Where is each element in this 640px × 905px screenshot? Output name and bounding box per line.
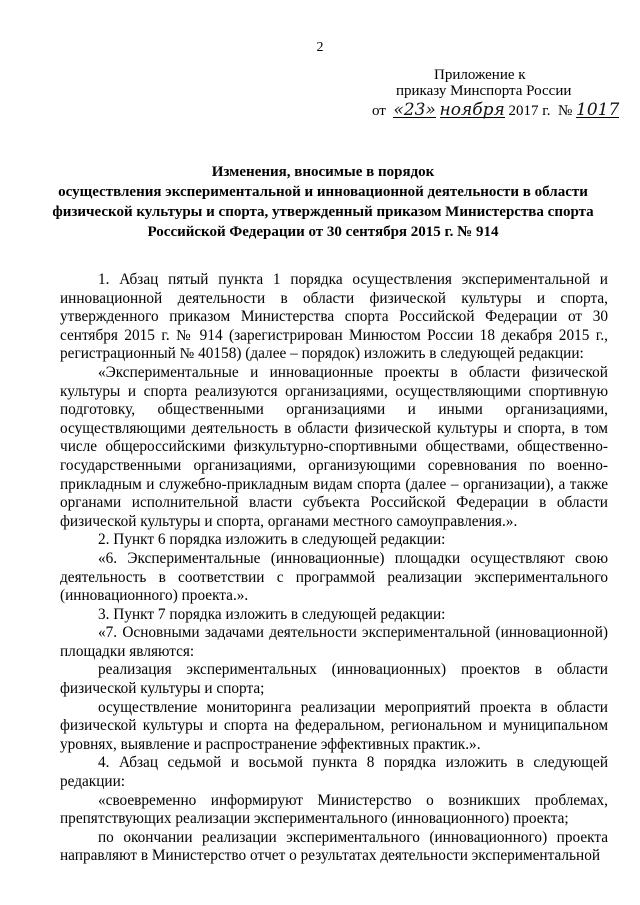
paragraph: 2. Пункт 6 порядка изложить в следующей редакции: xyxy=(98,531,446,549)
page-number: 2 xyxy=(316,40,324,55)
title-line: Российской Федерации от 30 сентября 2015 г. № 914 xyxy=(147,224,499,240)
document-title xyxy=(40,162,606,242)
paragraph: «7. Основными задачами деятельности экспериментальной (инновационной) площадки являются: xyxy=(60,624,608,660)
paragraph: «своевременно информируют Министерство о возникших проблемах, препятствующих реализации экспериментального (инновационного) проекта; xyxy=(60,791,608,828)
document-body xyxy=(60,271,608,866)
paragraph: 4. Абзац седьмой и восьмой пункта 8 порядка изложить в следующей редакции: xyxy=(60,754,608,791)
title-line: осуществления экспериментальной и инновационной деятельности в области xyxy=(58,184,588,200)
appendix-title: Приложение к xyxy=(434,67,526,83)
paragraph: 3. Пункт 7 порядка изложить в следующей редакции: xyxy=(98,605,446,623)
date-month: ноября xyxy=(439,100,505,120)
paragraph: по окончании реализации экспериментального (инновационного) проекта направляют в Министерство отчет о результатах деятельности экспериментальной xyxy=(60,828,608,865)
order-number: 1017 xyxy=(576,100,620,120)
appendix-date-line xyxy=(372,101,619,121)
paragraph: «Экспериментальные и инновационные проекты в области физической культуры и спорта реализуются организациями, осуществляющими спортивную подготовку, общественными организациями и иными организациями, осуществляющими деятельность в области физической культуры и спорта, в том числе общероссийскими физкультурно-спортивными обществами, общественно-государственными организациями, организующими соревнования по военно-прикладным и служебно-прикладным видам спорта (далее – организации), а также органами исполнительной власти субъекта Российской Федерации в области физической культуры и спорта, органами местного самоуправления.». xyxy=(60,363,608,530)
title-line: физической культуры и спорта, утвержденный приказом Министерства спорта xyxy=(52,204,594,220)
date-year: 2017 г. xyxy=(508,103,551,119)
paragraph: 1. Абзац пятый пункта 1 порядка осуществления экспериментальной и инновационной деятельности в области физической культуры и спорта, утвержденного приказом Министерства спорта Российской Федерации от 30 сентября 2015 г. № 914 (зарегистрирован Минюстом России 18 декабря 2015 г., регистрационный № 40158) (далее – порядок) изложить в следующей редакции: xyxy=(60,271,608,363)
date-day: «23» xyxy=(393,100,436,120)
paragraph: реализация экспериментальных (инновационных) проектов в области физической культуры и спорта; xyxy=(60,661,608,698)
paragraph: «6. Экспериментальные (инновационные) площадки осуществляют свою деятельность в соответствии с программой реализации экспериментального (инновационного) проекта.». xyxy=(60,549,608,605)
from-label: от xyxy=(372,103,386,119)
title-line: Изменения, вносимые в порядок xyxy=(211,164,435,180)
number-label: № xyxy=(557,103,573,119)
appendix-order: приказу Минспорта России xyxy=(396,83,572,99)
paragraph: осуществление мониторинга реализации мероприятий проекта в области физической культуры и спорта на федеральном, региональном и муниципальном уровнях, выявление и распространение эффективных практик.». xyxy=(60,698,608,753)
